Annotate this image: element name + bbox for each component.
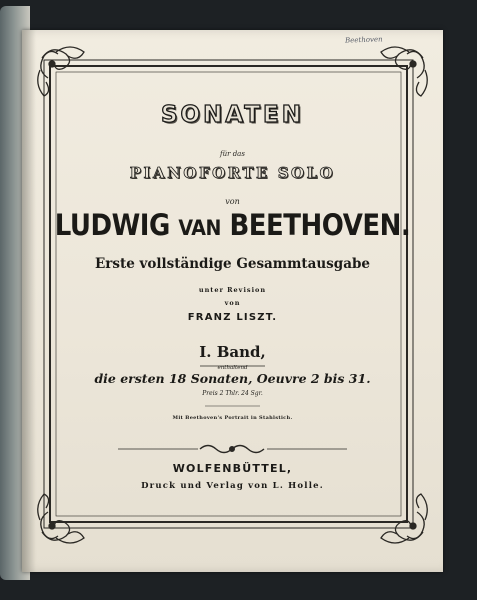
- edition-line: Erste vollständige Gesammtausgabe: [95, 256, 370, 272]
- ornament-corner-bottom-left-icon: [38, 494, 84, 543]
- composer-name: [22, 209, 443, 243]
- main-title: SONATEN: [160, 102, 305, 128]
- ornament-corner-bottom-right-icon: [381, 494, 427, 543]
- composer-last: BEETHOVEN.: [229, 209, 411, 243]
- publisher-city: WOLFENBÜTTEL,: [172, 462, 293, 475]
- composer-first: LUDWIG: [54, 209, 170, 243]
- publisher-imprint: Druck und Verlag von L. Holle.: [141, 481, 324, 491]
- revision-line: unter Revision: [198, 286, 267, 294]
- enthaltend-label: enthaltend: [217, 365, 248, 371]
- volume-label: I. Band,: [199, 343, 266, 361]
- instrument-title: PIANOFORTE SOLO: [129, 164, 336, 182]
- price-line: Preis 2 Thlr. 24 Sgr.: [202, 390, 263, 397]
- von-editor-label: von: [224, 299, 241, 307]
- portrait-note: Mit Beethoven's Portrait in Stahlstich.: [172, 415, 293, 421]
- composer-particle: VAN: [178, 215, 221, 241]
- handwritten-signature: Beethoven: [344, 35, 383, 45]
- von-label: von: [225, 197, 240, 206]
- divider-ornament-icon: [118, 446, 347, 453]
- ornament-corner-top-left-icon: [38, 47, 84, 96]
- ornament-corner-top-right-icon: [381, 47, 427, 96]
- volume-contents: die ersten 18 Sonaten, Oeuvre 2 bis 31.: [94, 371, 371, 386]
- editor-name: FRANZ LISZT.: [187, 312, 278, 323]
- title-page: [22, 30, 443, 572]
- fur-das-label: für das: [220, 150, 245, 158]
